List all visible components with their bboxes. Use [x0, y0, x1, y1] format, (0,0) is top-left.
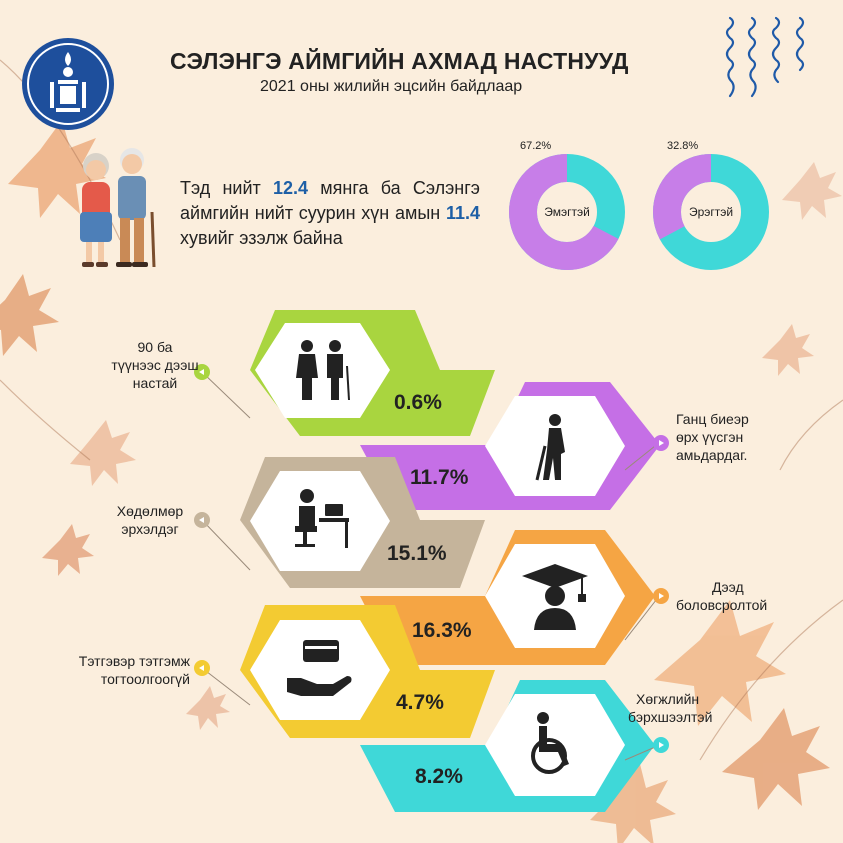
graduate-icon — [520, 562, 590, 632]
stat-caption-2: Хөдөлмөр эрхэлдэг — [116, 503, 184, 537]
female-percent-label: 67.2% — [520, 140, 552, 152]
stat-percent-0: 0.6% — [394, 391, 442, 414]
page-title: СЭЛЭНГЭ АЙМГИЙН АХМАД НАСТНУУД — [170, 48, 629, 74]
hand-card-icon — [285, 636, 355, 706]
wheelchair-icon — [525, 710, 585, 780]
intro-paragraph: Тэд нийт 12.4 мянга ба Сэлэнгэ аймгийн нийт суурин хүн амын 11.4 хувийг эзэлж байна — [180, 178, 480, 248]
connector-dot-5 — [652, 736, 670, 754]
stat-caption-3: Дээд боловсролтой — [676, 579, 768, 613]
elderly-walking-cane-icon — [525, 412, 585, 482]
stat-percent-1: 11.7% — [410, 466, 469, 489]
stat-percent-4: 4.7% — [396, 691, 444, 714]
stat-caption-4: Тэтгэвэр тэтгэмж тогтоолгоогүй — [78, 653, 190, 687]
connector-dot-1 — [652, 434, 670, 452]
person-at-desk-icon — [285, 486, 355, 556]
female-donut-center-label: Эмэгтэй — [544, 205, 590, 219]
connector-dot-3 — [652, 587, 670, 605]
connector-dot-4 — [193, 659, 211, 677]
male-donut-center-label: Эрэгтэй — [688, 205, 734, 219]
stat-caption-1: Ганц биеэр өрх үүсгэн амьдардаг. — [676, 411, 749, 463]
stat-caption-0: 90 ба түүнээс дээш настай — [111, 339, 199, 391]
stat-percent-2: 15.1% — [387, 542, 447, 565]
male-percent-label: 32.8% — [667, 140, 699, 152]
stat-caption-5: Хөгжлийн бэрхшээлтэй — [628, 691, 713, 725]
elderly-couple-icon — [287, 336, 357, 406]
stat-percent-5: 8.2% — [415, 765, 463, 788]
page-subtitle: 2021 оны жилийн эцсийн байдлаар — [260, 78, 523, 95]
stat-percent-3: 16.3% — [412, 619, 472, 642]
